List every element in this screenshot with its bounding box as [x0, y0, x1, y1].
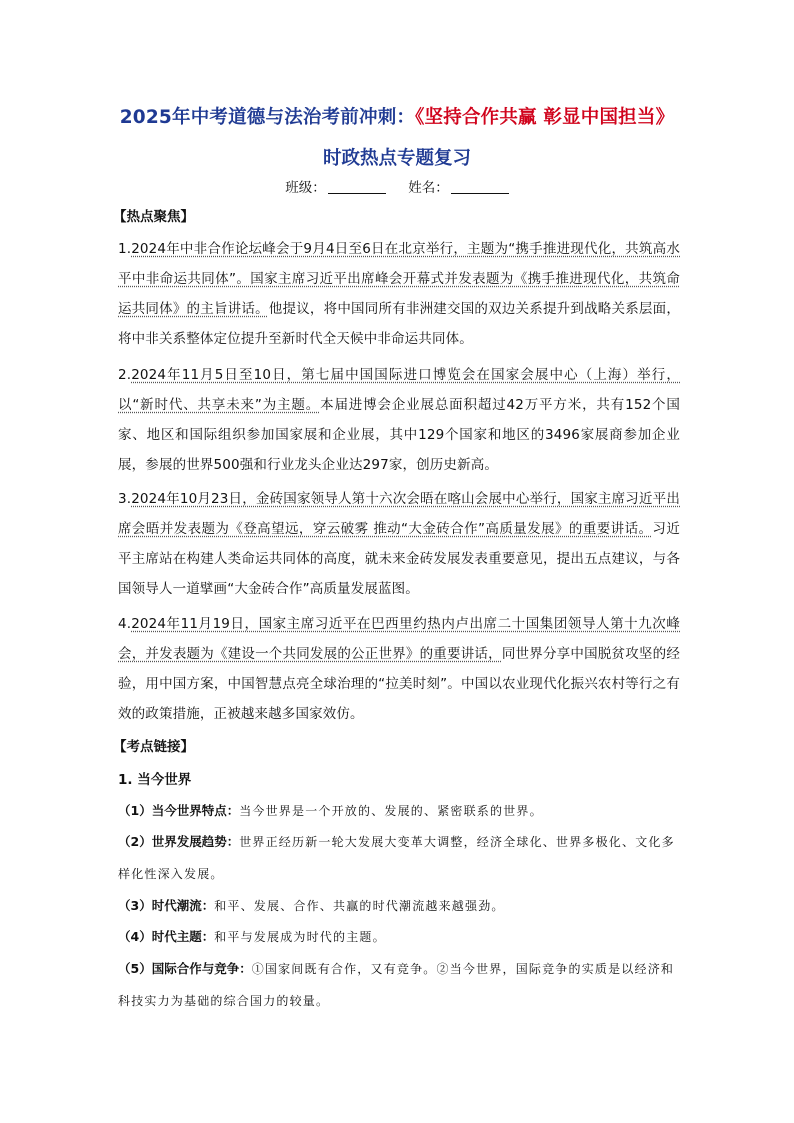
document-title [0, 104, 794, 132]
hot-item-2 [118, 360, 680, 480]
item-label: （5）国际合作与竞争： [118, 961, 252, 976]
class-blank [328, 179, 386, 194]
link-item-2 [118, 826, 680, 890]
title-prefix: 2025年中考道德与法治考前冲刺： [119, 107, 416, 128]
item-number: 4. [118, 616, 132, 632]
item-text: 同世界分享中国脱贫攻坚的经验，用中国方案，中国智慧点亮全球治理的“拉美时刻”。中国以农业现代化振兴农村等行之有效的政策措施，正被越来越多国家效仿。 [118, 646, 680, 722]
item-number: 3. [118, 491, 132, 507]
hot-item-3 [118, 484, 680, 604]
item-text: 和平、发展、合作、共赢的时代潮流越来越强劲。 [214, 899, 505, 913]
class-label: 班级： [285, 180, 326, 196]
student-info-line [0, 178, 794, 198]
name-blank [451, 179, 509, 194]
item-underlined-text: 2024年10月23日，金砖国家领导人第十六次会晤在喀山会展中心举行，国家主席习近平出席会晤并发表题为《登高望远，穿云破雾 推动“大金砖合作”高质量发展》的重要讲话。 [118, 491, 680, 537]
item-label: （2）世界发展趋势： [118, 834, 240, 849]
hot-item-4 [118, 609, 680, 729]
link-item-1 [118, 795, 680, 827]
link-section-heading: 【考点链接】 [113, 739, 194, 755]
hot-item-1 [118, 234, 680, 354]
title-highlight: 《坚持合作共赢 彰显中国担当》 [415, 107, 675, 128]
document-subtitle: 时政热点专题复习 [322, 148, 471, 169]
link-subheading: 1. 当今世界 [118, 772, 192, 788]
item-label: （4）时代主题： [118, 929, 215, 944]
link-item-5 [118, 953, 680, 1017]
item-text: 本届进博会企业展总面积超过42万平方米，共有152个国家、地区和国际组织参加国家展和企业展，其中129个国家和地区的3496家展商参加企业展，参展的世界500强和行业龙头企业达297家，创历史新高。 [118, 397, 680, 473]
item-underlined-text: 2024年11月5日至10日，第七届中国国际进口博览会在国家会展中心（上海）举行，以“新时代、共享未来”为主题。 [118, 367, 680, 413]
item-underlined-text: 2024年11月19日，国家主席习近平在巴西里约热内卢出席二十国集团领导人第十九次峰会，并发表题为《建设一个共同发展的公正世界》的重要讲话， [118, 616, 680, 662]
name-label: 姓名： [408, 180, 449, 196]
item-number: 2. [118, 367, 132, 383]
item-text: 他提议，将中国同所有非洲建交国的双边关系提升到战略关系层面，将中非关系整体定位提升至新时代全天候中非命运共同体。 [118, 301, 680, 347]
item-label: （1）当今世界特点： [118, 803, 240, 818]
item-underlined-text: 2024年中非合作论坛峰会于9月4日至6日在北京举行，主题为“携手推进现代化，共筑高水平中非命运共同体”。国家主席习近平出席峰会开幕式并发表题为《携手推进现代化，共筑命运共同体》的主旨讲话。 [118, 241, 680, 317]
item-label: （3）时代潮流： [118, 898, 215, 913]
hot-section-heading: 【热点聚焦】 [113, 209, 194, 225]
item-number: 1. [118, 241, 132, 257]
link-item-3 [118, 890, 680, 922]
item-text: 世界正经历新一轮大发展大变革大调整，经济全球化、世界多极化、文化多样化性深入发展。 [118, 835, 675, 881]
link-item-4 [118, 921, 680, 953]
item-text: 习近平主席站在构建人类命运共同体的高度，就未来金砖发展发表重要意见，提出五点建议，与各国领导人一道擘画“大金砖合作”高质量发展蓝图。 [118, 521, 680, 597]
item-text: 和平与发展成为时代的主题。 [214, 930, 386, 944]
item-text: 当今世界是一个开放的、发展的、紧密联系的世界。 [239, 804, 543, 818]
item-text: ①国家间既有合作，又有竞争。②当今世界，国际竞争的实质是以经济和科技实力为基础的综合国力的较量。 [118, 962, 675, 1008]
